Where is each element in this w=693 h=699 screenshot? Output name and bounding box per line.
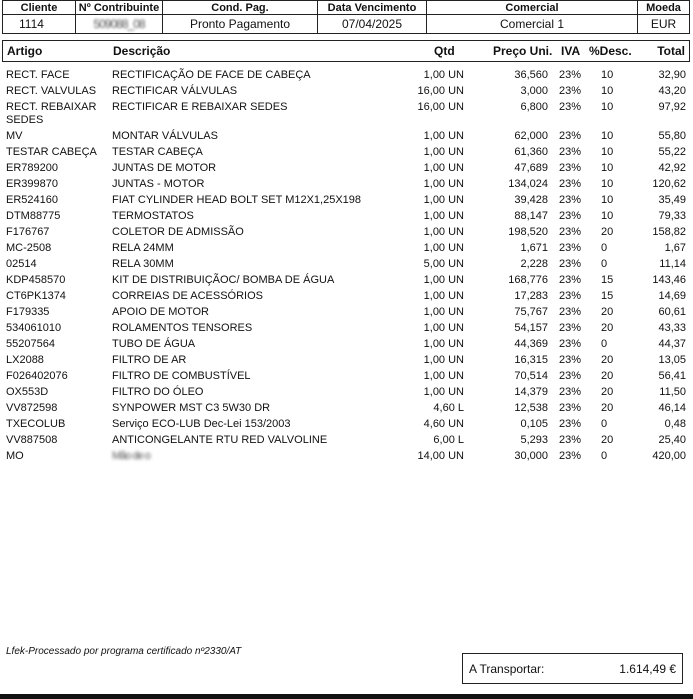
table-row: [2, 369, 688, 385]
table-row: [2, 449, 688, 465]
item-artigo: KDP458570: [6, 274, 66, 286]
item-artigo: RECT. VALVULAS: [6, 85, 97, 97]
header-info-table: [2, 0, 690, 34]
item-total: 42,92: [658, 162, 686, 174]
item-desconto: 10: [601, 194, 614, 206]
item-total: 1,67: [664, 242, 686, 254]
item-artigo: F176767: [6, 226, 50, 238]
item-total: 14,69: [658, 290, 686, 302]
item-qtd: 16,00 UN: [417, 101, 464, 113]
cliente-label: Cliente: [3, 1, 76, 15]
item-preco: 70,514: [514, 370, 548, 382]
item-artigo: TESTAR CABEÇA: [6, 146, 97, 158]
item-preco: 62,000: [514, 130, 548, 142]
item-descricao: TUBO DE ÁGUA: [112, 338, 196, 350]
item-desconto: 10: [601, 69, 614, 81]
item-iva: 23%: [559, 306, 582, 318]
item-qtd: 1,00 UN: [423, 290, 464, 302]
header-info-values: [3, 15, 690, 34]
item-artigo: DTM88775: [6, 210, 61, 222]
item-total: 43,20: [658, 85, 686, 97]
table-row: [2, 193, 688, 209]
item-qtd: 1,00 UN: [423, 146, 464, 158]
item-iva: 23%: [559, 370, 582, 382]
item-descricao: RELA 30MM: [112, 258, 174, 270]
table-row: [2, 225, 688, 241]
item-qtd: 1,00 UN: [423, 162, 464, 174]
item-iva: 23%: [559, 322, 582, 334]
item-total: 11,14: [659, 258, 686, 270]
item-descricao: FILTRO DE AR: [112, 354, 187, 366]
item-total: 55,80: [658, 130, 686, 142]
item-qtd: 1,00 UN: [423, 178, 464, 190]
item-descricao: TERMOSTATOS: [112, 210, 194, 222]
item-artigo: LX2088: [6, 354, 44, 366]
item-preco: 54,157: [514, 322, 548, 334]
item-descricao: SYNPOWER MST C3 5W30 DR: [112, 402, 271, 414]
bottom-divider: [0, 694, 693, 699]
comercial-value: Comercial 1: [427, 15, 638, 34]
col-qtd: Qtd: [434, 44, 455, 58]
item-artigo: CT6PK1374: [6, 290, 66, 302]
col-preco: Preço Uni.: [493, 44, 553, 58]
item-iva: 23%: [559, 274, 582, 286]
item-iva: 23%: [559, 226, 582, 238]
contribuinte-label: Nº Contribuinte: [76, 1, 163, 15]
item-descricao: Serviço ECO-LUB Dec-Lei 153/2003: [112, 418, 291, 430]
col-descricao: Descrição: [113, 44, 171, 58]
cond-pag-label: Cond. Pag.: [163, 1, 318, 15]
item-total: 11,50: [659, 386, 686, 398]
table-row: [2, 433, 688, 449]
item-iva: 23%: [559, 338, 582, 350]
item-artigo: VV887508: [6, 434, 58, 446]
item-descricao: RELA 24MM: [112, 242, 174, 254]
table-row: [2, 68, 688, 84]
item-desconto: 0: [601, 242, 608, 254]
item-preco: 30,000: [514, 450, 548, 462]
item-preco: 134,024: [508, 178, 548, 190]
table-row: [2, 289, 688, 305]
item-descricao: MONTAR VÁLVULAS: [112, 130, 218, 142]
table-row: [2, 161, 688, 177]
item-qtd: 1,00 UN: [423, 370, 464, 382]
item-artigo: 55207564: [6, 338, 55, 350]
moeda-value: EUR: [638, 15, 690, 34]
item-iva: 23%: [559, 386, 582, 398]
item-qtd: 1,00 UN: [423, 226, 464, 238]
item-descricao: CORREIAS DE ACESSÓRIOS: [112, 290, 263, 302]
item-iva: 23%: [559, 178, 582, 190]
item-descricao: FILTRO DO ÓLEO: [112, 386, 204, 398]
item-descricao: APOIO DE MOTOR: [112, 306, 209, 318]
item-total: 60,61: [658, 306, 686, 318]
data-vencimento-label: Data Vencimento: [318, 1, 427, 15]
item-preco: 17,283: [514, 290, 548, 302]
item-artigo: RECT. FACE: [6, 69, 70, 81]
item-iva: 23%: [559, 69, 582, 81]
table-row: [2, 177, 688, 193]
items-header: [2, 40, 690, 62]
item-iva: 23%: [559, 434, 582, 446]
item-total: 43,33: [658, 322, 686, 334]
item-desconto: 0: [601, 450, 608, 462]
item-desconto: 20: [601, 322, 614, 334]
item-iva: 23%: [559, 194, 582, 206]
item-total: 56,41: [658, 370, 686, 382]
item-descricao: FILTRO DE COMBUSTÍVEL: [112, 370, 251, 382]
item-total: 97,92: [658, 101, 686, 113]
item-iva: 23%: [559, 146, 582, 158]
item-descricao: COLETOR DE ADMISSÃO: [112, 226, 244, 238]
item-desconto: 10: [601, 85, 614, 97]
item-artigo: RECT. REBAIXAR SEDES: [6, 101, 97, 126]
comercial-label: Comercial: [427, 1, 638, 15]
item-desconto: 15: [601, 274, 614, 286]
item-preco: 0,105: [520, 418, 548, 430]
item-qtd: 1,00 UN: [423, 306, 464, 318]
item-total: 35,49: [658, 194, 686, 206]
item-artigo: ER524160: [6, 194, 58, 206]
item-iva: 23%: [559, 210, 582, 222]
item-qtd: 4,60 UN: [423, 418, 464, 430]
item-desconto: 20: [601, 354, 614, 366]
table-row: [2, 209, 688, 225]
item-preco: 39,428: [514, 194, 548, 206]
item-desconto: 10: [601, 101, 614, 113]
item-qtd: 1,00 UN: [423, 194, 464, 206]
item-iva: 23%: [559, 402, 582, 414]
item-artigo: ER789200: [6, 162, 58, 174]
item-descricao: JUNTAS - MOTOR: [112, 178, 205, 190]
item-descricao: RECTIFICAR E REBAIXAR SEDES: [112, 101, 288, 113]
item-preco: 47,689: [514, 162, 548, 174]
item-preco: 16,315: [514, 354, 548, 366]
item-desconto: 10: [601, 130, 614, 142]
item-qtd: 5,00 UN: [423, 258, 464, 270]
item-iva: 23%: [559, 162, 582, 174]
transport-label: A Transportar:: [469, 662, 545, 676]
item-descricao: RECTIFICAÇÃO DE FACE DE CABEÇA: [112, 69, 311, 81]
col-iva: IVA: [561, 44, 581, 58]
item-qtd: 1,00 UN: [423, 210, 464, 222]
item-total: 143,46: [652, 274, 686, 286]
item-iva: 23%: [559, 418, 582, 430]
item-preco: 14,379: [514, 386, 548, 398]
item-iva: 23%: [559, 130, 582, 142]
item-desconto: 20: [601, 226, 614, 238]
item-desconto: 10: [601, 178, 614, 190]
item-descricao: ANTICONGELANTE RTU RED VALVOLINE: [112, 434, 328, 446]
item-total: 79,33: [658, 210, 686, 222]
item-preco: 198,520: [508, 226, 548, 238]
item-descricao: FIAT CYLINDER HEAD BOLT SET M12X1,25X198: [112, 194, 362, 206]
item-artigo: F179335: [6, 306, 50, 318]
item-qtd: 1,00 UN: [423, 130, 464, 142]
item-descricao: KIT DE DISTRIBUIÇÃOC/ BOMBA DE ÁGUA: [112, 274, 335, 286]
item-iva: 23%: [559, 450, 582, 462]
table-row: [2, 129, 688, 145]
item-qtd: 14,00 UN: [417, 450, 464, 462]
item-qtd: 1,00 UN: [423, 354, 464, 366]
item-qtd: 1,00 UN: [423, 386, 464, 398]
moeda-label: Moeda: [638, 1, 690, 15]
item-qtd: 1,00 UN: [423, 274, 464, 286]
item-artigo: OX553D: [6, 386, 49, 398]
item-descricao: ROLAMENTOS TENSORES: [112, 322, 253, 334]
table-row: [2, 337, 688, 353]
item-iva: 23%: [559, 85, 582, 97]
item-qtd: 1,00 UN: [423, 322, 464, 334]
item-desconto: 20: [601, 306, 614, 318]
item-qtd: 16,00 UN: [417, 85, 464, 97]
item-preco: 61,360: [514, 146, 548, 158]
transport-box: [462, 653, 683, 684]
item-iva: 23%: [559, 290, 582, 302]
table-row: [2, 321, 688, 337]
item-artigo: TXECOLUB: [6, 418, 66, 430]
item-artigo: 534061010: [6, 322, 62, 334]
item-artigo: ER399870: [6, 178, 58, 190]
item-desconto: 10: [601, 162, 614, 174]
col-artigo: Artigo: [7, 44, 43, 58]
cond-pag-value: Pronto Pagamento: [163, 15, 318, 34]
item-descricao: RECTIFICAR VÁLVULAS: [112, 85, 238, 97]
item-qtd: 1,00 UN: [423, 338, 464, 350]
item-total: 55,22: [658, 146, 686, 158]
item-preco: 2,228: [520, 258, 548, 270]
item-total: 32,90: [658, 69, 686, 81]
table-row: [2, 100, 688, 129]
table-row: [2, 145, 688, 161]
item-desconto: 0: [601, 258, 608, 270]
item-iva: 23%: [559, 101, 582, 113]
items-list: [2, 68, 688, 465]
item-preco: 12,538: [514, 402, 548, 414]
item-total: 46,14: [658, 402, 686, 414]
item-preco: 1,671: [520, 242, 548, 254]
item-preco: 6,800: [520, 101, 548, 113]
item-preco: 44,369: [514, 338, 548, 350]
transport-amount: 1.614,49 €: [619, 662, 676, 676]
item-preco: 75,767: [514, 306, 548, 318]
item-total: 44,37: [658, 338, 686, 350]
item-total: 120,62: [652, 178, 686, 190]
item-artigo: VV872598: [6, 402, 58, 414]
item-desconto: 20: [601, 402, 614, 414]
item-iva: 23%: [559, 242, 582, 254]
item-qtd: 1,00 UN: [423, 69, 464, 81]
table-row: [2, 273, 688, 289]
cliente-value: 1114: [3, 15, 76, 34]
header-info-labels: [3, 1, 690, 15]
item-artigo: F026402076: [6, 370, 68, 382]
item-descricao: TESTAR CABEÇA: [112, 146, 203, 158]
item-total: 158,82: [652, 226, 686, 238]
item-preco: 168,776: [508, 274, 548, 286]
item-total: 420,00: [652, 450, 686, 462]
col-total: Total: [657, 44, 685, 58]
table-row: [2, 257, 688, 273]
item-descricao: Mão de o: [112, 450, 150, 462]
table-row: [2, 401, 688, 417]
table-row: [2, 84, 688, 100]
item-desconto: 20: [601, 370, 614, 382]
table-row: [2, 241, 688, 257]
item-desconto: 20: [601, 386, 614, 398]
item-desconto: 0: [601, 338, 608, 350]
item-desconto: 10: [601, 210, 614, 222]
item-qtd: 6,00 L: [433, 434, 464, 446]
item-desconto: 20: [601, 434, 614, 446]
table-row: [2, 353, 688, 369]
table-row: [2, 385, 688, 401]
item-desconto: 15: [601, 290, 614, 302]
item-iva: 23%: [559, 354, 582, 366]
item-iva: 23%: [559, 258, 582, 270]
item-desconto: 10: [601, 146, 614, 158]
col-desconto: %Desc.: [589, 44, 632, 58]
contribuinte-value: [76, 15, 163, 34]
item-qtd: 1,00 UN: [423, 242, 464, 254]
item-total: 0,48: [664, 418, 686, 430]
certification-note: Lfek-Processado por programa certificado nº2330/AT: [6, 646, 242, 657]
item-preco: 5,293: [520, 434, 548, 446]
item-qtd: 4,60 L: [433, 402, 464, 414]
item-preco: 3,000: [520, 85, 548, 97]
item-artigo: 02514: [6, 258, 37, 270]
item-descricao: JUNTAS DE MOTOR: [112, 162, 217, 174]
item-artigo: MO: [6, 450, 24, 462]
table-row: [2, 305, 688, 321]
item-preco: 88,147: [514, 210, 548, 222]
item-total: 13,05: [658, 354, 686, 366]
item-preco: 36,560: [514, 69, 548, 81]
contribuinte-obscured: 509088_08: [93, 17, 145, 31]
item-artigo: MC-2508: [6, 242, 52, 254]
item-total: 25,40: [658, 434, 686, 446]
item-artigo: MV: [6, 130, 23, 142]
data-vencimento-value: 07/04/2025: [318, 15, 427, 34]
item-desconto: 0: [601, 418, 608, 430]
table-row: [2, 417, 688, 433]
